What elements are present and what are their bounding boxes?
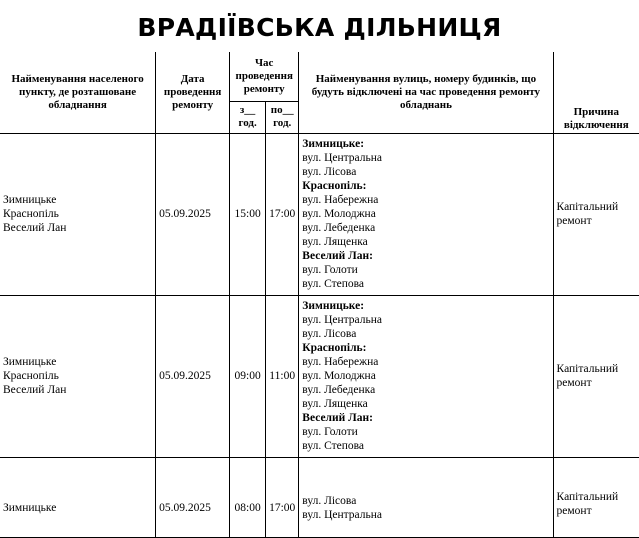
village-name: Зимницьке: [302,138,365,150]
streets-cell [299,457,553,537]
header-date: Дата проведення ремонту [156,52,230,133]
street-name: вул. Лісова [302,328,357,340]
street-name: вул. Набережна [302,194,379,206]
settlement-name: Краснопіль [3,208,59,220]
street-name: вул. Молоджна [302,208,376,220]
street-name: вул. Центральна [302,509,382,521]
streets-cell [299,295,553,457]
header-reason: Причина відключення [553,52,639,133]
village-name: Краснопіль: [302,180,367,192]
settlement-name: Веселий Лан [3,222,67,234]
outage-schedule-table [0,52,639,538]
settlement-cell [0,133,156,295]
settlement-name: Веселий Лан [3,384,67,396]
date-cell: 05.09.2025 [156,295,230,457]
header-time: Час проведення ремонту [230,52,299,101]
street-name: вул. Голоти [302,426,358,438]
streets-cell [299,133,553,295]
village-name: Зимницьке: [302,300,365,312]
table-row [0,133,639,295]
village-name: Веселий Лан: [302,250,373,262]
time-from-cell: 09:00 [230,295,266,457]
settlement-name: Зимницьке [3,194,57,206]
page-title: ВРАДІЇВСЬКА ДІЛЬНИЦЯ [137,13,502,42]
settlement-name: Зимницьке [3,356,57,368]
street-name: вул. Лященка [302,236,368,248]
street-name: вул. Лебеденка [302,384,376,396]
street-name: вул. Лісова [302,166,357,178]
header-time-from: з__ год. [230,101,266,133]
time-from-cell: 08:00 [230,457,266,537]
date-cell: 05.09.2025 [156,457,230,537]
reason-cell: Капітальний ремонт [553,295,639,457]
reason-cell: Капітальний ремонт [553,457,639,537]
table-row [0,457,639,537]
street-name: вул. Степова [302,278,365,290]
street-name: вул. Степова [302,440,365,452]
time-to-cell: 11:00 [266,295,299,457]
street-name: вул. Лебеденка [302,222,376,234]
street-name: вул. Голоти [302,264,358,276]
settlement-name: Зимницьке [3,502,57,514]
time-to-cell: 17:00 [266,133,299,295]
settlement-name: Краснопіль [3,370,59,382]
table-row [0,295,639,457]
date-cell: 05.09.2025 [156,133,230,295]
street-name: вул. Лісова [302,495,357,507]
time-to-cell: 17:00 [266,457,299,537]
reason-cell: Капітальний ремонт [553,133,639,295]
time-from-cell: 15:00 [230,133,266,295]
street-name: вул. Молоджна [302,370,376,382]
header-streets: Найменування вулиць, номеру будинків, що будуть відключені на час проведення ремонту обладнань [299,52,553,133]
street-name: вул. Лященка [302,398,368,410]
street-name: вул. Центральна [302,152,382,164]
village-name: Краснопіль: [302,342,367,354]
header-settlement: Найменування населеного пункту, де розташоване обладнання [0,52,156,133]
village-name: Веселий Лан: [302,412,373,424]
settlement-cell [0,295,156,457]
settlement-cell [0,457,156,537]
street-name: вул. Центральна [302,314,382,326]
header-time-to: по__ год. [266,101,299,133]
street-name: вул. Набережна [302,356,379,368]
